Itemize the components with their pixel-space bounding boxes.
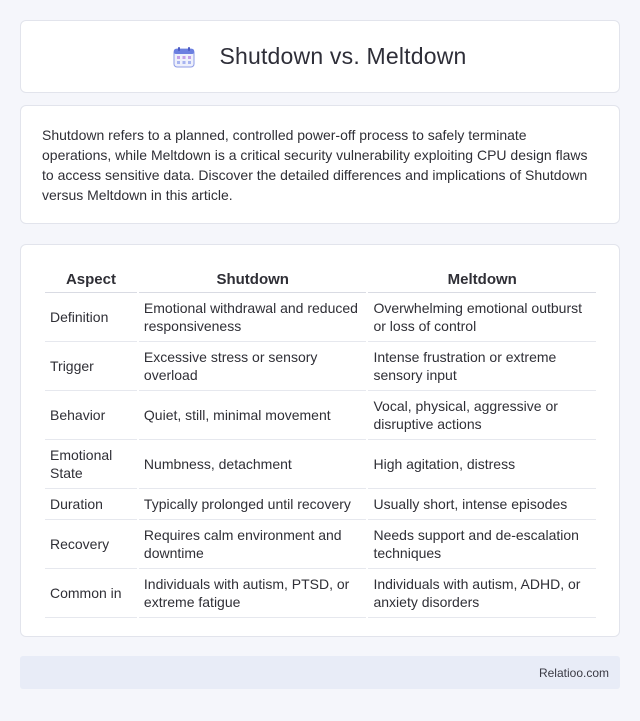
row-meltdown: Individuals with autism, ADHD, or anxiety disorders [368, 569, 596, 618]
table-row [45, 520, 596, 569]
page-title: Shutdown vs. Meltdown [219, 43, 467, 69]
table-row [45, 440, 596, 489]
row-shutdown: Individuals with autism, PTSD, or extreme fatigue [139, 569, 367, 618]
row-meltdown: Intense frustration or extreme sensory input [368, 342, 596, 391]
comparison-table [43, 263, 598, 618]
row-meltdown: High agitation, distress [368, 440, 596, 489]
column-header-shutdown: Shutdown [139, 263, 367, 293]
row-meltdown: Overwhelming emotional outburst or loss of control [368, 293, 596, 342]
row-shutdown: Numbness, detachment [139, 440, 367, 489]
row-aspect: Emotional State [45, 440, 137, 489]
intro-text: Shutdown refers to a planned, controlled power-off process to safely terminate operations, while Meltdown is a critical security vulnerability exploiting CPU design flaws to access sensitive data. Discover the detailed differences and implications of Shutdown versus Meltdown in this article. [42, 127, 588, 203]
row-aspect: Trigger [45, 342, 137, 391]
row-aspect: Recovery [45, 520, 137, 569]
table-row [45, 569, 596, 618]
row-shutdown: Excessive stress or sensory overload [139, 342, 367, 391]
table-header-row [45, 263, 596, 293]
row-shutdown: Requires calm environment and downtime [139, 520, 367, 569]
row-aspect: Duration [45, 489, 137, 520]
row-shutdown: Emotional withdrawal and reduced responsiveness [139, 293, 367, 342]
row-shutdown: Quiet, still, minimal movement [139, 391, 367, 440]
row-aspect: Behavior [45, 391, 137, 440]
table-row [45, 489, 596, 520]
row-aspect: Definition [45, 293, 137, 342]
row-aspect: Common in [45, 569, 137, 618]
row-meltdown: Usually short, intense episodes [368, 489, 596, 520]
row-meltdown: Needs support and de-escalation techniques [368, 520, 596, 569]
row-shutdown: Typically prolonged until recovery [139, 489, 367, 520]
table-row [45, 391, 596, 440]
footer [20, 656, 620, 689]
intro-card [20, 105, 620, 224]
calendar-icon [173, 46, 195, 68]
row-meltdown: Vocal, physical, aggressive or disruptive actions [368, 391, 596, 440]
column-header-meltdown: Meltdown [368, 263, 596, 293]
comparison-card [20, 244, 620, 637]
title-card [20, 20, 620, 93]
table-row [45, 293, 596, 342]
table-row [45, 342, 596, 391]
footer-brand[interactable]: Relatioo.com [538, 665, 609, 680]
column-header-aspect: Aspect [45, 263, 137, 293]
